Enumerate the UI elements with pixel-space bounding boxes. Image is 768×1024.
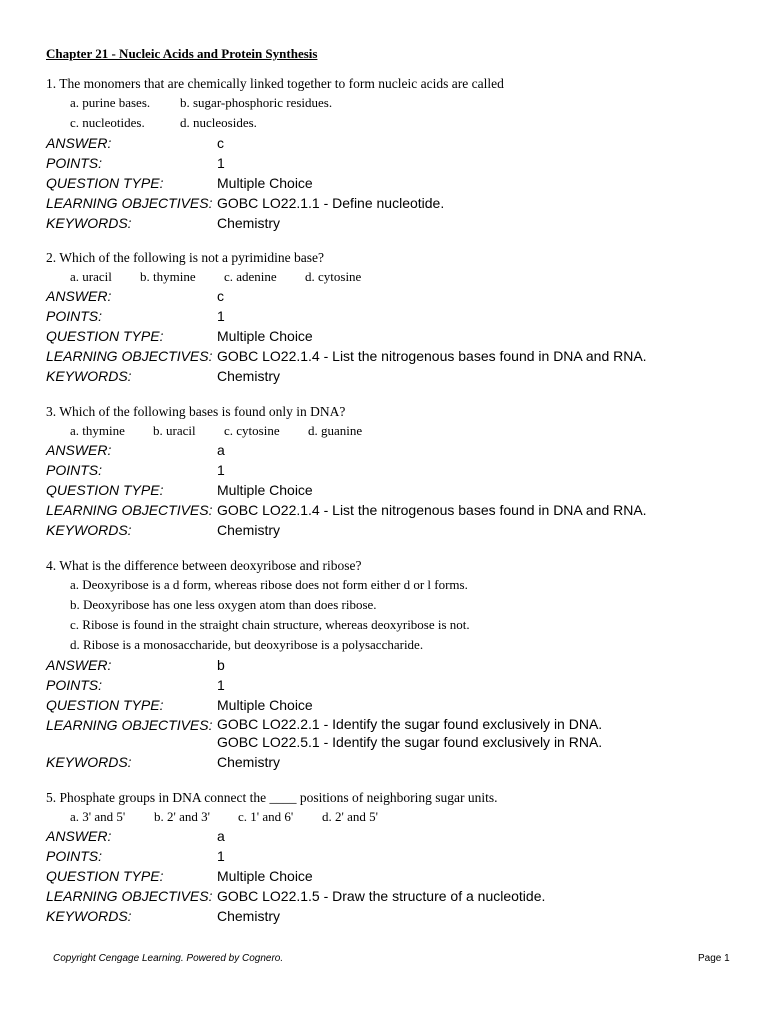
keywords-label: KEYWORDS: [46,215,132,231]
points-label: POINTS: [46,155,103,171]
answer-value: b [217,657,225,673]
learning-objectives-row [46,193,746,213]
options-row [46,807,746,826]
option: c. cytosine [224,423,280,438]
answer-label: ANSWER: [46,442,112,458]
option: a. purine bases. [70,95,151,110]
question-5 [46,788,746,926]
question-type-label: QUESTION TYPE: [46,868,164,884]
points-value: 1 [217,677,225,693]
option: d. guanine [308,423,363,438]
question-type-value: Multiple Choice [217,868,313,884]
learning-objectives-list [217,715,602,751]
points-label: POINTS: [46,677,103,693]
answer-row [46,655,746,675]
question-text: 4. What is the difference between deoxyribose and ribose? [46,558,362,573]
keywords-row [46,906,746,926]
option: c. adenine [224,269,277,284]
points-row [46,306,746,326]
option: c. 1' and 6' [238,809,294,824]
answer-value: c [217,135,224,151]
learning-objective: GOBC LO22.2.1 - Identify the sugar found exclusively in DNA. [217,716,603,732]
footer-page-number: Page 1 [698,953,730,964]
keywords-value: Chemistry [217,754,281,770]
question-type-row [46,480,746,500]
learning-objective: GOBC LO22.1.1 - Define nucleotide. [217,195,445,211]
question-text: 5. Phosphate groups in DNA connect the ____ positions of neighboring sugar units. [46,790,498,805]
points-row [46,460,746,480]
answer-label: ANSWER: [46,135,112,151]
points-row [46,846,746,866]
question-type-value: Multiple Choice [217,328,313,344]
options-row [46,421,746,440]
question-type-value: Multiple Choice [217,697,313,713]
points-label: POINTS: [46,462,103,478]
learning-objectives-row [46,886,746,906]
points-value: 1 [217,462,225,478]
options-row [46,93,746,112]
learning-objective: GOBC LO22.1.5 - Draw the structure of a nucleotide. [217,888,546,904]
chapter-title: Chapter 21 - Nucleic Acids and Protein Synthesis [46,46,318,61]
option: d. Ribose is a monosaccharide, but deoxyribose is a polysaccharide. [70,637,424,652]
option: d. nucleosides. [180,115,257,130]
options-row [46,112,746,133]
keywords-row [46,752,746,772]
question-text: 3. Which of the following bases is found only in DNA? [46,404,346,419]
answer-label: ANSWER: [46,828,112,844]
answer-value: a [217,828,225,844]
points-value: 1 [217,155,225,171]
answer-row [46,826,746,846]
points-label: POINTS: [46,308,103,324]
option: d. 2' and 5' [322,809,378,824]
question-type-row [46,695,746,715]
keywords-row [46,520,746,540]
learning-objective: GOBC LO22.1.4 - List the nitrogenous bases found in DNA and RNA. [217,348,647,364]
answer-row [46,286,746,306]
options-row [46,267,746,286]
answer-label: ANSWER: [46,288,112,304]
keywords-value: Chemistry [217,368,281,384]
learning-objectives-label: LEARNING OBJECTIVES: [46,195,213,211]
option: b. thymine [140,269,196,284]
learning-objective: GOBC LO22.5.1 - Identify the sugar found exclusively in RNA. [217,734,603,750]
question-type-label: QUESTION TYPE: [46,328,164,344]
keywords-value: Chemistry [217,908,281,924]
option: d. cytosine [305,269,362,284]
option: b. sugar-phosphoric residues. [180,95,333,110]
points-row [46,153,746,173]
points-value: 1 [217,848,225,864]
footer-copyright: Copyright Cengage Learning. Powered by Cognero. [53,953,284,964]
question-type-row [46,173,746,193]
question-type-label: QUESTION TYPE: [46,697,164,713]
question-type-label: QUESTION TYPE: [46,482,164,498]
answer-value: a [217,442,225,458]
learning-objectives-label: LEARNING OBJECTIVES: [46,717,213,733]
question-type-row [46,326,746,346]
points-row [46,675,746,695]
question-3 [46,402,746,540]
question-type-label: QUESTION TYPE: [46,175,164,191]
answer-row [46,440,746,460]
learning-objectives-label: LEARNING OBJECTIVES: [46,502,213,518]
option: c. nucleotides. [70,115,145,130]
question-4 [46,556,746,772]
learning-objectives-label: LEARNING OBJECTIVES: [46,348,213,364]
question-2 [46,248,746,386]
keywords-row [46,213,746,233]
option: a. 3' and 5' [70,809,126,824]
keywords-label: KEYWORDS: [46,908,132,924]
answer-value: c [217,288,224,304]
keywords-value: Chemistry [217,522,281,538]
question-type-value: Multiple Choice [217,482,313,498]
answer-row [46,133,746,153]
option: a. Deoxyribose is a d form, whereas ribose does not form either d or l forms. [70,577,468,592]
learning-objectives-row [46,500,746,520]
question-text: 2. Which of the following is not a pyrimidine base? [46,250,324,265]
option: b. uracil [153,423,196,438]
option: a. uracil [70,269,112,284]
points-value: 1 [217,308,225,324]
answer-label: ANSWER: [46,657,112,673]
learning-objective: GOBC LO22.1.4 - List the nitrogenous bases found in DNA and RNA. [217,502,647,518]
keywords-label: KEYWORDS: [46,754,132,770]
question-1 [46,74,746,233]
option: c. Ribose is found in the straight chain structure, whereas deoxyribose is not. [70,617,470,632]
question-type-row [46,866,746,886]
learning-objectives-row [46,346,746,366]
keywords-label: KEYWORDS: [46,368,132,384]
learning-objectives-label: LEARNING OBJECTIVES: [46,888,213,904]
question-text: 1. The monomers that are chemically linked together to form nucleic acids are called [46,76,504,91]
keywords-row [46,366,746,386]
points-label: POINTS: [46,848,103,864]
keywords-label: KEYWORDS: [46,522,132,538]
option: b. Deoxyribose has one less oxygen atom than does ribose. [70,597,377,612]
option: a. thymine [70,423,125,438]
question-type-value: Multiple Choice [217,175,313,191]
keywords-value: Chemistry [217,215,281,231]
option: b. 2' and 3' [154,809,210,824]
learning-objectives-row [46,715,746,752]
